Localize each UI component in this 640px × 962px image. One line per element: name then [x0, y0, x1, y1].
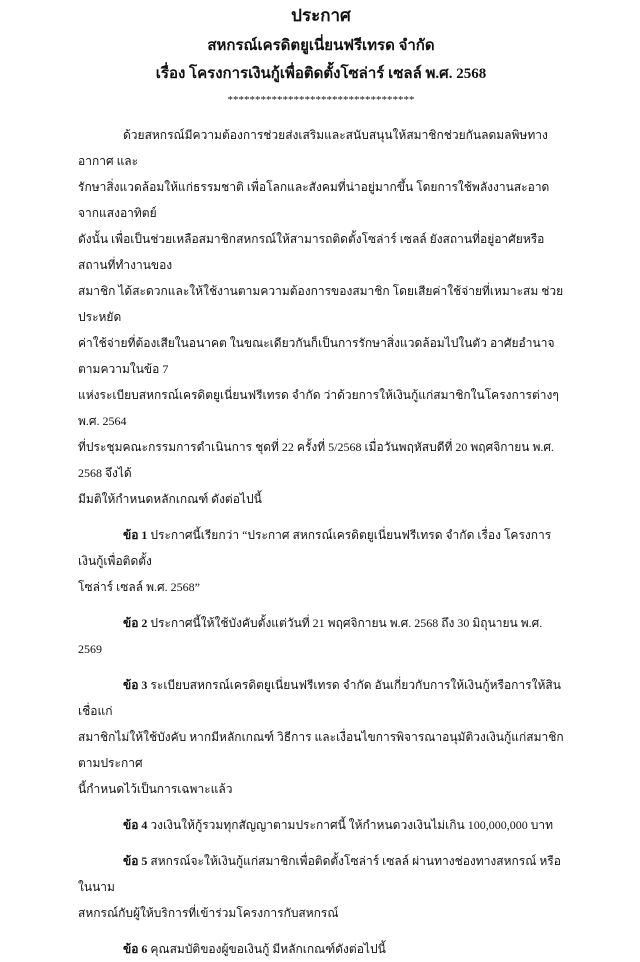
clause-1	[78, 522, 564, 600]
clause-5	[78, 848, 564, 926]
clause-label: ข้อ 3	[123, 678, 148, 692]
clause-2	[78, 610, 564, 662]
preamble	[78, 122, 564, 512]
clause-label: ข้อ 4	[123, 818, 148, 832]
preamble-line: มีมติให้กำหนดหลักเกณฑ์ ดังต่อไปนี้	[78, 492, 262, 506]
clause-4	[78, 812, 564, 838]
clause-text: โซล่าร์ เซลล์ พ.ศ. 2568”	[78, 580, 200, 594]
preamble-line: ที่ประชุมคณะกรรมการดำเนินการ ชุดที่ 22 ครั้งที่ 5/2568 เมื่อวันพฤหัสบดีที่ 20 พฤศจิกายน พ.ศ. 2568 จึงได้	[78, 440, 554, 480]
preamble-line: สมาชิก ได้สะดวกและให้ใช้งานตามความต้องการของสมาชิก โดยเสียค่าใช้จ่ายที่เหมาะสม ช่วยประหยัด	[78, 284, 564, 324]
clause-text: คุณสมบัติของผู้ขอเงินกู้ มีหลักเกณฑ์ดังต่อไปนี้	[150, 942, 386, 956]
announcement-subject: เรื่อง โครงการเงินกู้เพื่อติดตั้งโซล่าร์ เซลล์ พ.ศ. 2568	[155, 66, 487, 82]
clause-text: ประกาศนี้เรียกว่า “ประกาศ สหกรณ์เครดิตยูเนี่ยนฟรีเทรด จำกัด เรื่อง โครงการเงินกู้เพื่อติดตั้ง	[78, 528, 552, 568]
preamble-line: แห่งระเบียบสหกรณ์เครดิตยูเนี่ยนฟรีเทรด จำกัด ว่าด้วยการให้เงินกู้แก่สมาชิกในโครงการต่างๆ พ.ศ. 2564	[78, 388, 559, 428]
clause-text: สมาชิกไม่ให้ใช้บังคับ หากมีหลักเกณฑ์ วิธีการ และเงื่อนไขการพิจารณาอนุมัติวงเงินกู้แก่สมาชิกตามประกาศ	[78, 730, 564, 770]
announcement-title: ประกาศ	[291, 6, 351, 25]
clause-text: ประกาศนี้ให้ใช้บังคับตั้งแต่วันที่ 21 พฤศจิกายน พ.ศ. 2568 ถึง 30 มิถุนายน พ.ศ. 2569	[78, 616, 543, 656]
clause-text: สหกรณ์จะให้เงินกู้แก่สมาชิกเพื่อติดตั้งโซล่าร์ เซลล์ ผ่านทางช่องทางสหกรณ์ หรือในนาม	[78, 854, 561, 894]
organization-name: สหกรณ์เครดิตยูเนี่ยนฟรีเทรด จำกัด	[207, 38, 435, 54]
preamble-line: ค่าใช้จ่ายที่ต้องเสียในอนาคต ในขณะเดียวกันก็เป็นการรักษาสิ่งแวดล้อมไปในตัว อาศัยอำนาจตามความในข้อ 7	[78, 336, 555, 376]
clause-label: ข้อ 6	[123, 942, 148, 956]
preamble-line: รักษาสิ่งแวดล้อมให้แก่ธรรมชาติ เพื่อโลกและสังคมที่น่าอยู่มากขึ้น โดยการใช้พลังงานสะอาดจากแสงอาทิตย์	[78, 180, 550, 220]
clause-label: ข้อ 1	[123, 528, 148, 542]
separator: **********************************	[227, 94, 415, 106]
preamble-line: ดังนั้น เพื่อเป็นช่วยเหลือสมาชิกสหกรณ์ให้สามารถติดตั้งโซล่าร์ เซลล์ ยังสถานที่อยู่อาศัยหรือสถานที่ทำงานของ	[78, 232, 545, 272]
clause-6	[78, 936, 564, 962]
clause-text: นี้กำหนดไว้เป็นการเฉพาะแล้ว	[78, 782, 233, 796]
clause-label: ข้อ 5	[123, 854, 148, 868]
preamble-line: ด้วยสหกรณ์มีความต้องการช่วยส่งเสริมและสนับสนุนให้สมาชิกช่วยกันลดมลพิษทางอากาศ และ	[78, 128, 548, 168]
clause-text: ระเบียบสหกรณ์เครดิตยูเนี่ยนฟรีเทรด จำกัด อันเกี่ยวกับการให้เงินกู้หรือการให้สินเชื่อแก่	[78, 678, 561, 718]
clause-text: วงเงินให้กู้รวมทุกสัญญาตามประกาศนี้ ให้กำหนดวงเงินไม่เกิน 100,000,000 บาท	[150, 818, 553, 832]
clause-label: ข้อ 2	[123, 616, 148, 630]
clause-3	[78, 672, 564, 802]
clause-text: สหกรณ์กับผู้ให้บริการที่เข้าร่วมโครงการกับสหกรณ์	[78, 906, 339, 920]
